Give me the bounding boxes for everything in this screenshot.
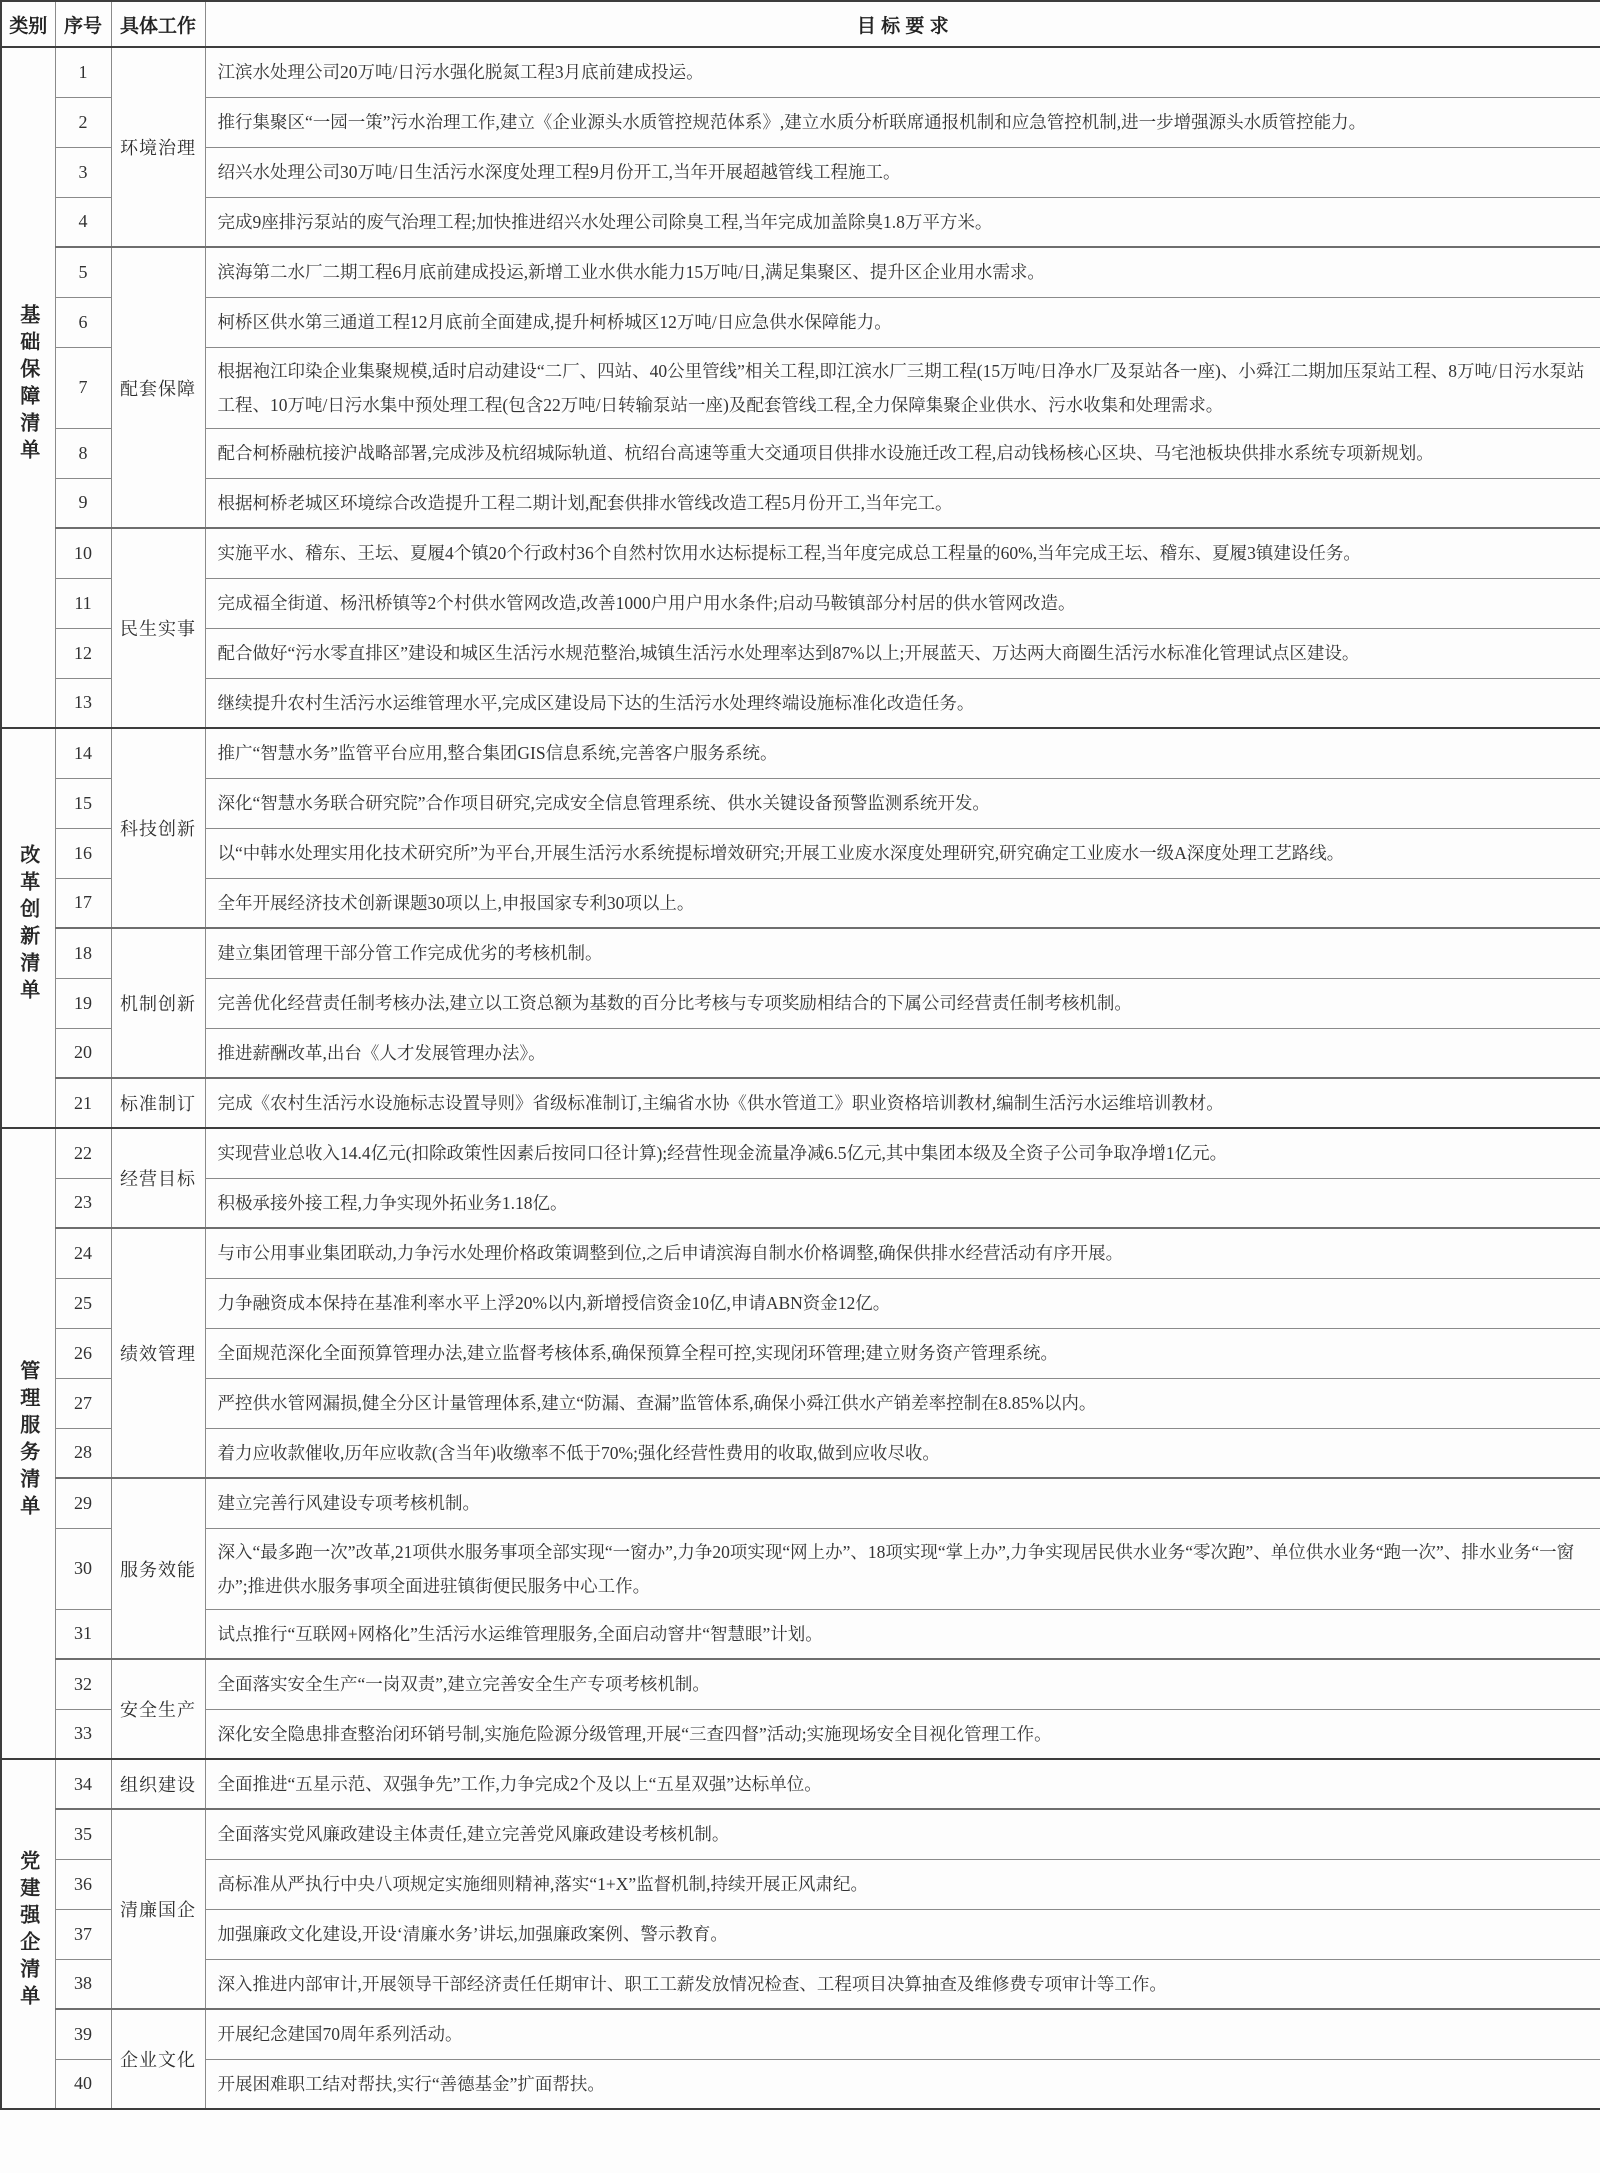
target-cell: 全面落实党风廉政建设主体责任,建立完善党风廉政建设考核机制。 <box>205 1809 1600 1859</box>
target-cell: 试点推行“互联网+网格化”生活污水运维管理服务,全面启动窨井“智慧眼”计划。 <box>205 1609 1600 1659</box>
table-row <box>1 878 1600 928</box>
target-cell: 积极承接外接工程,力争实现外拓业务1.18亿。 <box>205 1178 1600 1228</box>
target-cell: 深化“智慧水务联合研究院”合作项目研究,完成安全信息管理系统、供水关键设备预警监测系统开发。 <box>205 778 1600 828</box>
row-number-cell: 40 <box>55 2059 111 2109</box>
row-number-cell: 2 <box>55 97 111 147</box>
table-row <box>1 97 1600 147</box>
row-number-cell: 22 <box>55 1128 111 1178</box>
row-number-cell: 35 <box>55 1809 111 1859</box>
table-row <box>1 778 1600 828</box>
work-cell: 安全生产 <box>111 1659 205 1759</box>
target-cell: 推广“智慧水务”监管平台应用,整合集团GIS信息系统,完善客户服务系统。 <box>205 728 1600 778</box>
row-number-cell: 34 <box>55 1759 111 1809</box>
target-cell: 加强廉政文化建设,开设‘清廉水务’讲坛,加强廉政案例、警示教育。 <box>205 1909 1600 1959</box>
table-row <box>1 347 1600 428</box>
target-cell: 严控供水管网漏损,健全分区计量管理体系,建立“防漏、查漏”监管体系,确保小舜江供水产销差率控制在8.85%以内。 <box>205 1378 1600 1428</box>
row-number-cell: 19 <box>55 978 111 1028</box>
row-number-cell: 10 <box>55 528 111 578</box>
row-number-cell: 32 <box>55 1659 111 1709</box>
header-work: 具体工作 <box>111 1 205 47</box>
target-cell: 以“中韩水处理实用化技术研究所”为平台,开展生活污水系统提标增效研究;开展工业废水深度处理研究,研究确定工业废水一级A深度处理工艺路线。 <box>205 828 1600 878</box>
target-cell: 力争融资成本保持在基准利率水平上浮20%以内,新增授信资金10亿,申请ABN资金12亿。 <box>205 1278 1600 1328</box>
category-label: 管理服务清单 <box>16 1359 39 1522</box>
row-number-cell: 15 <box>55 778 111 828</box>
table-row <box>1 1378 1600 1428</box>
row-number-cell: 1 <box>55 47 111 97</box>
table-row <box>1 1328 1600 1378</box>
target-cell: 根据袍江印染企业集聚规模,适时启动建设“二厂、四站、40公里管线”相关工程,即江滨水厂三期工程(15万吨/日净水厂及泵站各一座)、小舜江二期加压泵站工程、8万吨/日污水泵站工程、10万吨/日污水集中预处理工程(包含22万吨/日转输泵站一座)及配套管线工程,全力保障集聚企业供水、污水收集和处理需求。 <box>205 347 1600 428</box>
work-cell: 服务效能 <box>111 1478 205 1659</box>
row-number-cell: 38 <box>55 1959 111 2009</box>
target-cell: 绍兴水处理公司30万吨/日生活污水深度处理工程9月份开工,当年开展超越管线工程施工。 <box>205 147 1600 197</box>
target-cell: 江滨水处理公司20万吨/日污水强化脱氮工程3月底前建成投运。 <box>205 47 1600 97</box>
row-number-cell: 24 <box>55 1228 111 1278</box>
target-cell: 开展困难职工结对帮扶,实行“善德基金”扩面帮扶。 <box>205 2059 1600 2109</box>
work-cell: 清廉国企 <box>111 1809 205 2009</box>
table-row <box>1 1859 1600 1909</box>
category-label: 改革创新清单 <box>16 844 39 1006</box>
target-cell: 全面规范深化全面预算管理办法,建立监督考核体系,确保预算全程可控,实现闭环管理;建立财务资产管理系统。 <box>205 1328 1600 1378</box>
row-number-cell: 31 <box>55 1609 111 1659</box>
row-number-cell: 36 <box>55 1859 111 1909</box>
row-number-cell: 27 <box>55 1378 111 1428</box>
target-cell: 建立完善行风建设专项考核机制。 <box>205 1478 1600 1528</box>
table-row <box>1 47 1600 97</box>
target-cell: 深化安全隐患排查整治闭环销号制,实施危险源分级管理,开展“三查四督”活动;实施现场安全目视化管理工作。 <box>205 1709 1600 1759</box>
target-cell: 高标准从严执行中央八项规定实施细则精神,落实“1+X”监督机制,持续开展正风肃纪。 <box>205 1859 1600 1909</box>
row-number-cell: 4 <box>55 197 111 247</box>
table-row <box>1 197 1600 247</box>
row-number-cell: 20 <box>55 1028 111 1078</box>
row-number-cell: 17 <box>55 878 111 928</box>
row-number-cell: 5 <box>55 247 111 297</box>
category-label: 党建强企清单 <box>16 1850 39 2012</box>
target-cell: 根据柯桥老城区环境综合改造提升工程二期计划,配套供排水管线改造工程5月份开工,当年完工。 <box>205 478 1600 528</box>
table-row <box>1 1709 1600 1759</box>
table-row <box>1 1478 1600 1528</box>
target-cell: 配合柯桥融杭接沪战略部署,完成涉及杭绍城际轨道、杭绍台高速等重大交通项目供排水设施迁改工程,启动钱杨核心区块、马宅池板块供排水系统专项新规划。 <box>205 428 1600 478</box>
table-row <box>1 1278 1600 1328</box>
table-row <box>1 1959 1600 2009</box>
work-cell: 科技创新 <box>111 728 205 928</box>
table-row <box>1 1909 1600 1959</box>
row-number-cell: 39 <box>55 2009 111 2059</box>
target-cell: 完成福全街道、杨汛桥镇等2个村供水管网改造,改善1000户用户用水条件;启动马鞍镇部分村居的供水管网改造。 <box>205 578 1600 628</box>
header-row <box>1 1 1600 47</box>
work-cell: 机制创新 <box>111 928 205 1078</box>
category-cell <box>1 1759 55 2109</box>
work-cell: 标准制订 <box>111 1078 205 1128</box>
target-cell: 深入“最多跑一次”改革,21项供水服务事项全部实现“一窗办”,力争20项实现“网上办”、18项实现“掌上办”,力争实现居民供水业务“零次跑”、单位供水业务“跑一次”、排水业务“一窗办”;推进供水服务事项全面进驻镇街便民服务中心工作。 <box>205 1528 1600 1609</box>
target-cell: 全面落实安全生产“一岗双责”,建立完善安全生产专项考核机制。 <box>205 1659 1600 1709</box>
header-no: 序号 <box>55 1 111 47</box>
table-row <box>1 728 1600 778</box>
work-cell: 经营目标 <box>111 1128 205 1228</box>
target-cell: 着力应收款催收,历年应收款(含当年)收缴率不低于70%;强化经营性费用的收取,做到应收尽收。 <box>205 1428 1600 1478</box>
target-cell: 完成《农村生活污水设施标志设置导则》省级标准制订,主编省水协《供水管道工》职业资格培训教材,编制生活污水运维培训教材。 <box>205 1078 1600 1128</box>
row-number-cell: 7 <box>55 347 111 428</box>
target-cell: 实现营业总收入14.4亿元(扣除政策性因素后按同口径计算);经营性现金流量净减6.5亿元,其中集团本级及全资子公司争取净增1亿元。 <box>205 1128 1600 1178</box>
target-cell: 深入推进内部审计,开展领导干部经济责任任期审计、职工工薪发放情况检查、工程项目决算抽查及维修费专项审计等工作。 <box>205 1959 1600 2009</box>
target-cell: 完善优化经营责任制考核办法,建立以工资总额为基数的百分比考核与专项奖励相结合的下属公司经营责任制考核机制。 <box>205 978 1600 1028</box>
row-number-cell: 37 <box>55 1909 111 1959</box>
table-row <box>1 2009 1600 2059</box>
table-row <box>1 678 1600 728</box>
table-row <box>1 1759 1600 1809</box>
row-number-cell: 29 <box>55 1478 111 1528</box>
target-cell: 继续提升农村生活污水运维管理水平,完成区建设局下达的生活污水处理终端设施标准化改造任务。 <box>205 678 1600 728</box>
row-number-cell: 6 <box>55 297 111 347</box>
table-row <box>1 1809 1600 1859</box>
row-number-cell: 18 <box>55 928 111 978</box>
category-cell <box>1 1128 55 1759</box>
category-cell <box>1 47 55 728</box>
work-cell: 绩效管理 <box>111 1228 205 1478</box>
target-cell: 建立集团管理干部分管工作完成优劣的考核机制。 <box>205 928 1600 978</box>
target-cell: 推进薪酬改革,出台《人才发展管理办法》。 <box>205 1028 1600 1078</box>
table-row <box>1 1028 1600 1078</box>
row-number-cell: 11 <box>55 578 111 628</box>
target-cell: 柯桥区供水第三通道工程12月底前全面建成,提升柯桥城区12万吨/日应急供水保障能力。 <box>205 297 1600 347</box>
work-cell: 环境治理 <box>111 47 205 247</box>
table-row <box>1 478 1600 528</box>
target-cell: 推行集聚区“一园一策”污水治理工作,建立《企业源头水质管控规范体系》,建立水质分析联席通报机制和应急管控机制,进一步增强源头水质管控能力。 <box>205 97 1600 147</box>
row-number-cell: 14 <box>55 728 111 778</box>
row-number-cell: 16 <box>55 828 111 878</box>
row-number-cell: 3 <box>55 147 111 197</box>
row-number-cell: 23 <box>55 1178 111 1228</box>
table-row <box>1 147 1600 197</box>
table-row <box>1 1128 1600 1178</box>
table-row <box>1 1228 1600 1278</box>
table-row <box>1 1609 1600 1659</box>
table-row <box>1 297 1600 347</box>
header-target: 目 标 要 求 <box>205 1 1600 47</box>
row-number-cell: 33 <box>55 1709 111 1759</box>
target-cell: 全年开展经济技术创新课题30项以上,申报国家专利30项以上。 <box>205 878 1600 928</box>
table-row <box>1 2059 1600 2109</box>
table-row <box>1 1078 1600 1128</box>
table-row <box>1 928 1600 978</box>
table-row <box>1 1659 1600 1709</box>
target-cell: 开展纪念建国70周年系列活动。 <box>205 2009 1600 2059</box>
work-cell: 配套保障 <box>111 247 205 528</box>
work-cell: 企业文化 <box>111 2009 205 2109</box>
row-number-cell: 30 <box>55 1528 111 1609</box>
row-number-cell: 25 <box>55 1278 111 1328</box>
target-cell: 全面推进“五星示范、双强争先”工作,力争完成2个及以上“五星双强”达标单位。 <box>205 1759 1600 1809</box>
row-number-cell: 9 <box>55 478 111 528</box>
target-cell: 与市公用事业集团联动,力争污水处理价格政策调整到位,之后申请滨海自制水价格调整,确保供排水经营活动有序开展。 <box>205 1228 1600 1278</box>
row-number-cell: 28 <box>55 1428 111 1478</box>
table-row <box>1 578 1600 628</box>
goals-table-body <box>1 47 1600 2109</box>
target-cell: 配合做好“污水零直排区”建设和城区生活污水规范整治,城镇生活污水处理率达到87%以上;开展蓝天、万达两大商圈生活污水标准化管理试点区建设。 <box>205 628 1600 678</box>
row-number-cell: 8 <box>55 428 111 478</box>
row-number-cell: 21 <box>55 1078 111 1128</box>
table-row <box>1 1428 1600 1478</box>
target-cell: 完成9座排污泵站的废气治理工程;加快推进绍兴水处理公司除臭工程,当年完成加盖除臭1.8万平方米。 <box>205 197 1600 247</box>
header-category: 类别 <box>1 1 55 47</box>
row-number-cell: 12 <box>55 628 111 678</box>
row-number-cell: 13 <box>55 678 111 728</box>
table-row <box>1 528 1600 578</box>
category-cell <box>1 728 55 1128</box>
target-cell: 实施平水、稽东、王坛、夏履4个镇20个行政村36个自然村饮用水达标提标工程,当年度完成总工程量的60%,当年完成王坛、稽东、夏履3镇建设任务。 <box>205 528 1600 578</box>
table-row <box>1 828 1600 878</box>
table-row <box>1 628 1600 678</box>
table-row <box>1 428 1600 478</box>
row-number-cell: 26 <box>55 1328 111 1378</box>
table-row <box>1 1528 1600 1609</box>
work-cell: 组织建设 <box>111 1759 205 1809</box>
target-cell: 滨海第二水厂二期工程6月底前建成投运,新增工业水供水能力15万吨/日,满足集聚区、提升区企业用水需求。 <box>205 247 1600 297</box>
table-row <box>1 1178 1600 1228</box>
work-cell: 民生实事 <box>111 528 205 728</box>
table-row <box>1 978 1600 1028</box>
category-label: 基础保障清单 <box>16 303 39 466</box>
table-row <box>1 247 1600 297</box>
